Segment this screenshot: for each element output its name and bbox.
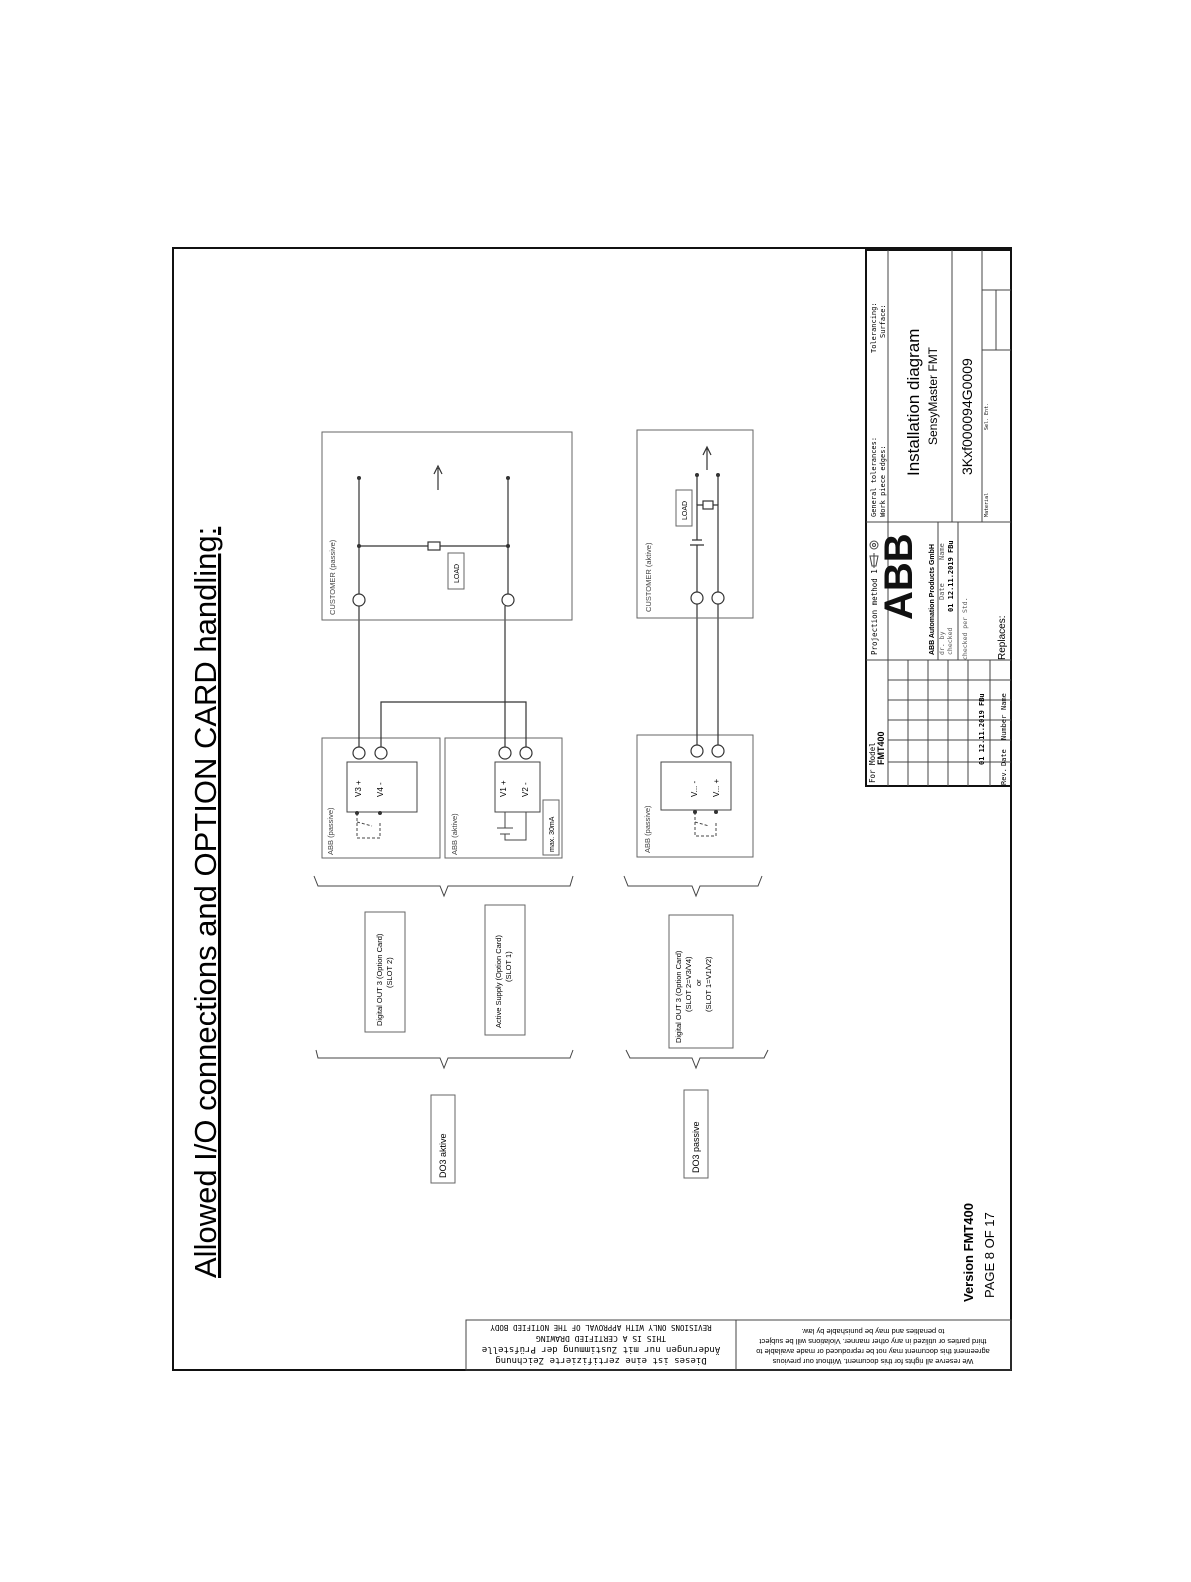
customer-aktive-label: CUSTOMER (aktive) [644,542,653,612]
svg-text:ABB: ABB [877,533,921,620]
node-6 [716,473,720,477]
terminal-v3 [353,747,365,759]
outer-frame [173,248,1011,1370]
switch-dot-1b [378,811,382,815]
terminal-vminus-label: V... - [690,780,699,797]
max-current-label: max. 30mA [549,816,556,852]
tb-general-tolerances: General tolerances: [870,436,878,517]
page-number: PAGE 8 OF 17 [982,1212,997,1298]
terminal-v4-label: V4 - [376,782,385,797]
node-1 [357,544,361,548]
brace-group2-outer [626,1050,768,1068]
tb-material: Material [984,492,990,517]
wire-v4-to-v2-bridge [381,702,526,747]
customer2-terminal-2 [712,592,724,604]
tb-name-label: Name [1000,693,1008,710]
terminal-v3-label: V3 + [354,780,363,797]
card-digital-out-line1: Digital OUT 3 (Option Card) [375,933,384,1026]
brace-group1-outer [316,1050,573,1068]
version-label: Version FMT400 [961,1203,976,1302]
node-4 [506,476,510,480]
abb-passive-label: ABB (passive) [326,807,335,855]
load-label-1: LOAD [454,563,461,583]
terminal-vplus-label: V... + [712,778,721,797]
switch-dot-2b [714,810,718,814]
tb-for-model: For Model [868,742,877,783]
load-resistor [428,542,440,550]
node-5 [695,473,699,477]
abb-aktive-block [445,738,562,858]
rights-note-line4: to penalties and may be punishable by law. [801,1327,945,1336]
tb-doc-subtitle: SensyMaster FMT [926,346,940,445]
rights-note-line1: We reserve all rights for this document. Without our previous [772,1357,974,1366]
switch-passive-2 [695,812,716,836]
switch-dot-1a [355,811,359,815]
tb-tolerancing: Tolerancing: [870,302,878,353]
abb-passive-block [322,738,440,858]
rights-note-line3: third parties or utilized in any other manner. Violations will be subject [759,1337,987,1346]
load-resistor-2 [703,501,713,509]
card-group2-line1: Digital OUT 3 (Option Card) [674,950,683,1043]
customer-passive-label: CUSTOMER (passive) [328,539,337,615]
do3-passive-label: DO3 passive [691,1121,701,1173]
customer-aktive-block [637,430,753,618]
switch-passive-1 [357,813,380,838]
terminal-v1-label: V1 + [499,780,508,797]
tb-number-label: Number [1000,714,1008,740]
abb-logo [877,533,921,620]
tb-model: FMT400 [876,731,886,765]
tb-projection: Projection method 1 [870,569,879,655]
tb-doc-number: 3Kxf000094G0009 [959,358,975,475]
abb-aktive-label: ABB (aktive) [450,813,459,855]
terminal-v4 [375,747,387,759]
customer2-terminal-1 [691,592,703,604]
tb-drawn-row: 01 12.11.2019 FBu [947,540,955,612]
node-3 [357,476,361,480]
battery-symbol [497,812,526,840]
tb-replaces: Replaces: [997,615,1008,660]
tb-dr-by: dr. by [938,631,946,655]
revision-grid [888,660,1011,786]
tb-rev-label: Rev. [1000,768,1008,785]
switch-dot-2a [693,810,697,814]
terminal-vminus [691,745,703,757]
abb-passive-label-2: ABB (passive) [643,805,652,853]
tb-rev-row: 01 12.11.2019 FBu [978,693,986,765]
tb-surface: Surface: [879,304,887,338]
card-group2-line4: (SLOT 1=V1/V2) [704,956,713,1012]
brace-group2-inner [624,876,762,896]
current-arrow-2 [703,447,711,470]
tb-name-head: Name [938,543,946,560]
tb-checked-per-std: checked per Std. [961,597,969,660]
node-2 [506,544,510,548]
current-arrow-1 [434,466,442,490]
tb-checked: checked [946,627,954,655]
do3-aktive-label: DO3 aktive [438,1133,448,1178]
cert-note-line3: THIS IS A CERTIFIED DRAWING [535,1334,667,1343]
tb-company: ABB Automation Products GmbH [929,544,936,655]
card-active-supply-line1: Active Supply (Option Card) [494,935,503,1028]
brace-group1-inner [314,876,573,896]
card-group2-line2: (SLOT 2=V3/V4) [684,956,693,1012]
tb-doc-title: Installation diagram [904,328,923,476]
terminal-v2 [520,747,532,759]
card-group2-line3: or [694,979,703,986]
tb-date-head: Date [938,583,946,600]
card-digital-out-line2: (SLOT 2) [385,957,394,988]
cert-note-line2: Änderungen nur mit Zustimmung der Prüfstelle [481,1344,721,1354]
cert-note-line1: Dieses ist eine zertifizierte Zeichnung [495,1355,707,1365]
card-active-supply-line2: (SLOT 1) [504,951,513,982]
terminal-v1 [499,747,511,759]
terminal-v2-label: V2 - [521,782,530,797]
load-label-2: LOAD [682,500,689,520]
customer-terminal-1 [353,594,365,606]
tb-date-label: Date [1000,749,1008,766]
terminal-vplus [712,745,724,757]
rights-note-line2: agreement this document may not be reproduced or made available to [756,1347,990,1356]
customer-terminal-2 [502,594,514,606]
cert-note-line4: REVISIONS ONLY WITH APPROVAL OF THE NOTIFIED BODY [490,1323,712,1332]
customer2-wire-a [690,505,718,592]
tb-sel-ent: Sel. Ent. [984,402,990,430]
tb-work-piece-edges: Work piece edges: [879,445,887,517]
page-title: Allowed I/O connections and OPTION CARD handling: [188,526,223,1278]
